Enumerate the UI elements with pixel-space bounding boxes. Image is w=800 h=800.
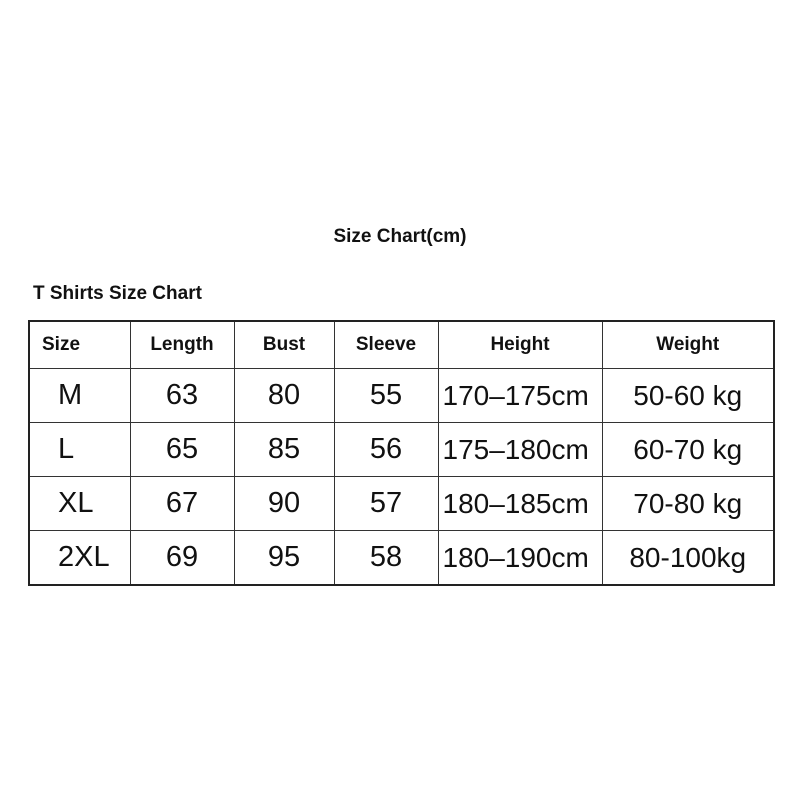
length-cell: 63	[130, 369, 234, 423]
table-row	[29, 531, 774, 586]
height-cell: 175–180cm	[438, 423, 602, 477]
bust-cell: 80	[234, 369, 334, 423]
length-cell: 67	[130, 477, 234, 531]
bust-cell: 85	[234, 423, 334, 477]
length-cell: 69	[130, 531, 234, 586]
page-title: Size Chart(cm)	[333, 226, 467, 247]
column-header-sleeve: Sleeve	[334, 321, 438, 369]
table-header-row	[29, 321, 774, 369]
size-cell: 2XL	[29, 531, 130, 586]
weight-cell: 60-70 kg	[602, 423, 774, 477]
weight-cell: 80-100kg	[602, 531, 774, 586]
sleeve-cell: 58	[334, 531, 438, 586]
table-row	[29, 423, 774, 477]
table-title: T Shirts Size Chart	[33, 283, 202, 304]
length-cell: 65	[130, 423, 234, 477]
column-header-weight: Weight	[602, 321, 774, 369]
bust-cell: 90	[234, 477, 334, 531]
height-cell: 180–190cm	[438, 531, 602, 586]
column-header-size: Size	[29, 321, 130, 369]
table-row	[29, 369, 774, 423]
height-cell: 170–175cm	[438, 369, 602, 423]
height-cell: 180–185cm	[438, 477, 602, 531]
table-row	[29, 477, 774, 531]
sleeve-cell: 56	[334, 423, 438, 477]
weight-cell: 70-80 kg	[602, 477, 774, 531]
column-header-bust: Bust	[234, 321, 334, 369]
size-cell: M	[29, 369, 130, 423]
sleeve-cell: 55	[334, 369, 438, 423]
weight-cell: 50-60 kg	[602, 369, 774, 423]
column-header-length: Length	[130, 321, 234, 369]
size-cell: XL	[29, 477, 130, 531]
size-cell: L	[29, 423, 130, 477]
column-header-height: Height	[438, 321, 602, 369]
sleeve-cell: 57	[334, 477, 438, 531]
size-chart-table	[28, 320, 775, 586]
bust-cell: 95	[234, 531, 334, 586]
